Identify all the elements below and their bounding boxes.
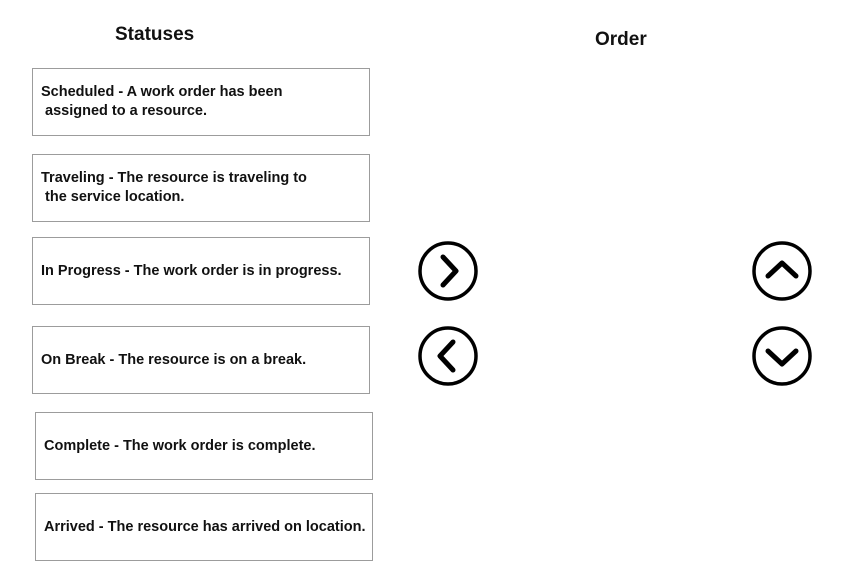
- move-down-button[interactable]: [752, 326, 812, 386]
- status-item-label: In Progress - The work order is in progress.: [41, 262, 342, 279]
- status-item-label: On Break - The resource is on a break.: [41, 351, 307, 368]
- chevron-down-icon: [752, 326, 812, 386]
- chevron-right-icon: [418, 241, 478, 301]
- status-item-complete[interactable]: [35, 412, 373, 480]
- status-item-traveling[interactable]: [32, 154, 370, 222]
- chevron-left-icon: [418, 326, 478, 386]
- status-item-label: Scheduled - A work order has been assigned to a resource.: [41, 84, 283, 119]
- order-drop-area[interactable]: [500, 60, 740, 560]
- status-item-label: Complete - The work order is complete.: [44, 437, 316, 454]
- order-heading: Order: [595, 29, 647, 50]
- status-item-label: Traveling - The resource is traveling to the service location.: [41, 170, 307, 205]
- status-item-arrived[interactable]: [35, 493, 373, 561]
- move-left-button[interactable]: [418, 326, 478, 386]
- move-up-button[interactable]: [752, 241, 812, 301]
- statuses-heading: Statuses: [115, 24, 195, 45]
- chevron-up-icon: [752, 241, 812, 301]
- status-item-label: Arrived - The resource has arrived on location.: [44, 518, 366, 535]
- status-item-in-progress[interactable]: [32, 237, 370, 305]
- status-item-on-break[interactable]: [32, 326, 370, 394]
- status-item-scheduled[interactable]: [32, 68, 370, 136]
- move-right-button[interactable]: [418, 241, 478, 301]
